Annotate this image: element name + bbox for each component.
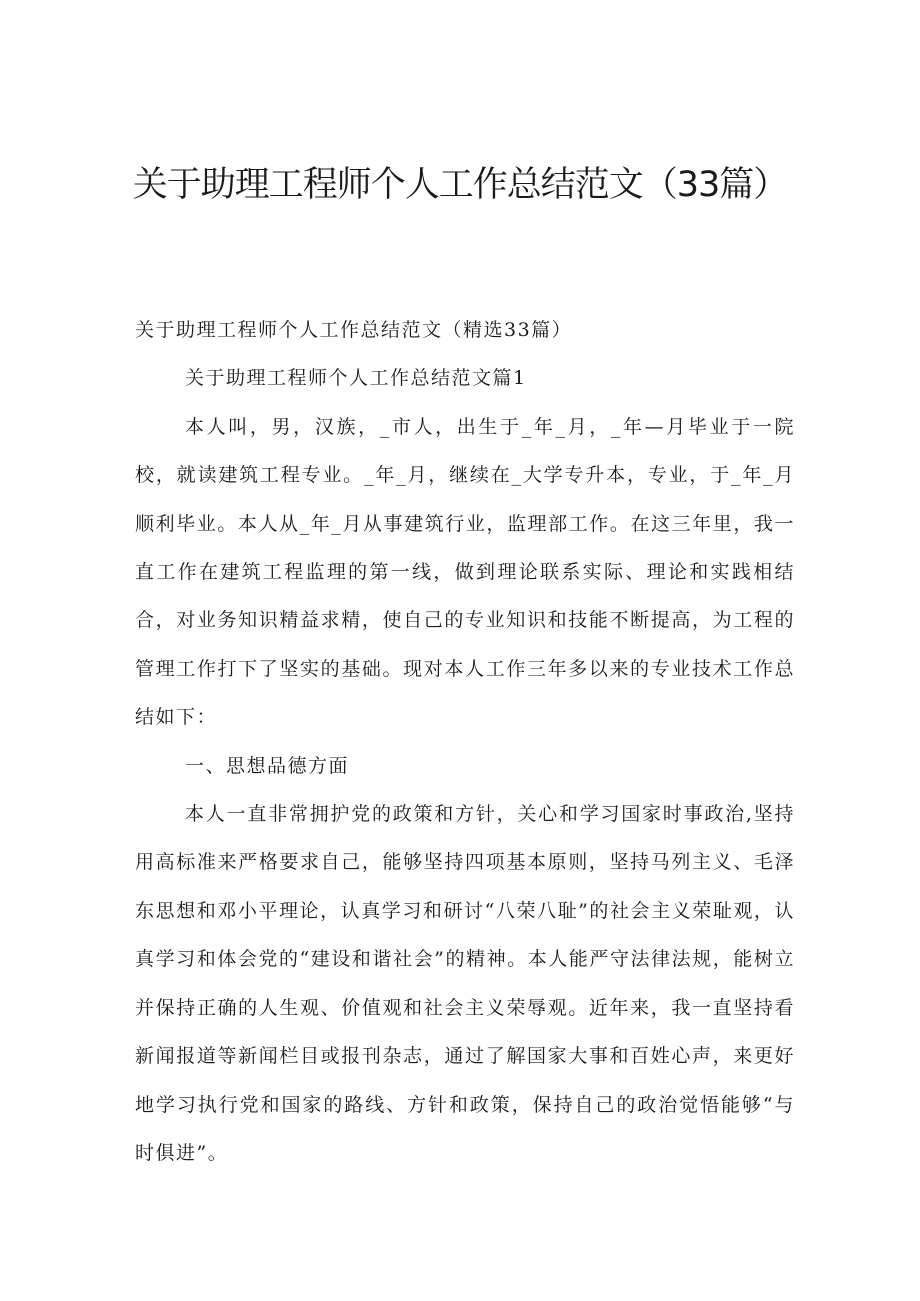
section-heading: 关于助理工程师个人工作总结范文篇1: [185, 367, 527, 390]
document-title: 关于助理工程师个人工作总结范文（33篇）: [132, 165, 788, 205]
document-subtitle: 关于助理工程师个人工作总结范文（精选33篇）: [135, 319, 573, 341]
subheading-ideology: 一、思想品德方面: [185, 754, 350, 777]
paragraph-intro: 本人叫，男，汉族，_市人，出生于_年_月，_年—月毕业于一院校，就读建筑工程专业。_年_月，继续在_大学专升本，专业，于_年_月顺利毕业。本人从_年_月从事建筑行业，监理部工作。在这三年里，我一直工作在建筑工程监理的第一线，做到理论联系实际、理论和实践相结合，对业务知识精益求精，使自己的专业知识和技能不断提高，为工程的管理工作打下了坚实的基础。现对本人工作三年多以来的专业技术工作总结如下：: [135, 415, 795, 729]
paragraph-ideology: 本人一直非常拥护党的政策和方针，关心和学习国家时事政治,坚持用高标准来严格要求自己，能够坚持四项基本原则，坚持马列主义、毛泽东思想和邓小平理论，认真学习和研讨“八荣八耻”的社会主义荣耻观，认真学习和体会党的“建设和谐社会”的精神。本人能严守法律法规，能树立并保持正确的人生观、价值观和社会主义荣辱观。近年来，我一直坚持看新闻报道等新闻栏目或报刊杂志，通过了解国家大事和百姓心声，来更好地学习执行党和国家的路线、方针和政策，保持自己的政治觉悟能够“与时俱进”。: [135, 803, 795, 1164]
document-body: [135, 306, 795, 1177]
